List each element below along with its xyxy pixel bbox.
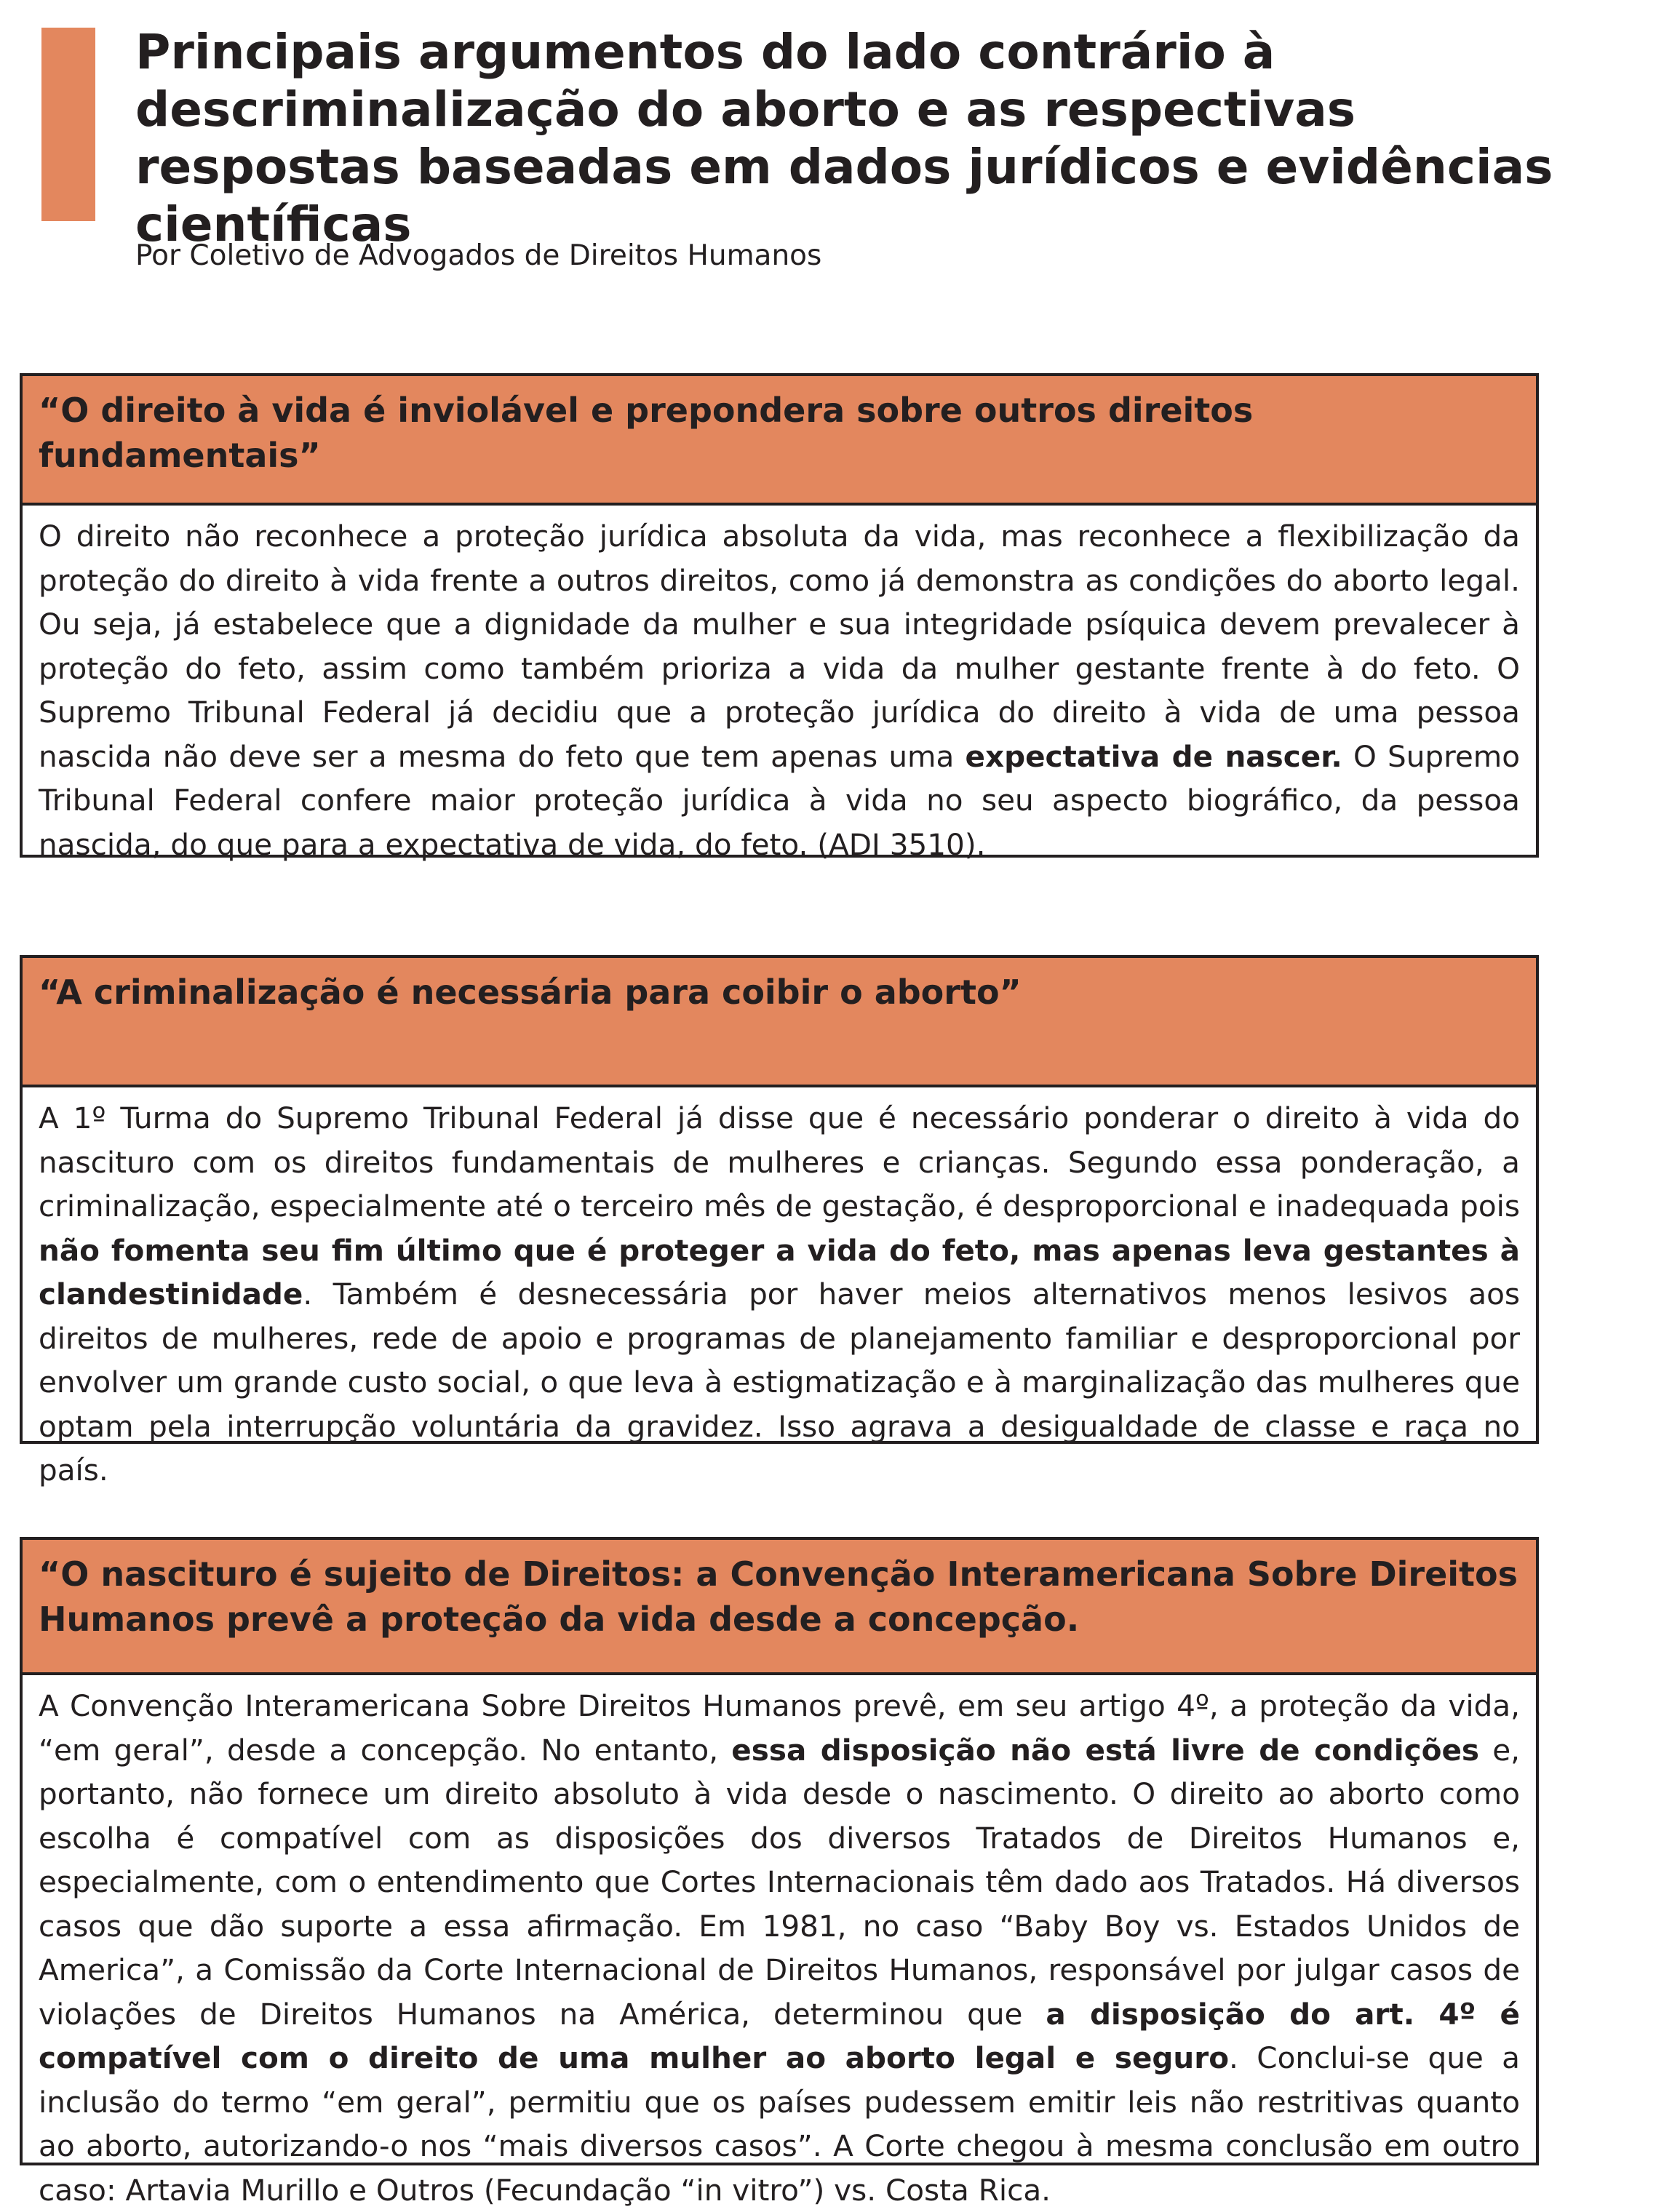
argument-heading-1: “O direito à vida é inviolável e prepondera sobre outros direitos fundamentais” bbox=[23, 376, 1536, 506]
accent-bar bbox=[41, 28, 95, 221]
response-text: . Também é desnecessária por haver meios alternativos menos lesivos aos direitos de mulheres, rede de apoio e programas de planejamento familiar e desproporcional por envolver um grande custo social, o que leva à estigmatização e à marginalização das mulheres que optam pela interrupção voluntária da gravidez. Isso agrava a desigualdade de classe e raça no país. bbox=[39, 1277, 1520, 1488]
response-text: O direito não reconhece a proteção jurídica absoluta da vida, mas reconhece a flexibilização da proteção do direito à vida frente a outros direitos, como já demonstra as condições do aborto legal. Ou seja, já estabelece que a dignidade da mulher e sua integridade psíquica devem prevalecer à proteção do feto, assim como também prioriza a vida da mulher gestante frente à do feto. O Supremo Tribunal Federal já decidiu que a proteção jurídica do direito à vida de uma pessoa nascida não deve ser a mesma do feto que tem apenas uma bbox=[39, 519, 1520, 774]
response-text: e, portanto, não fornece um direito absoluto à vida desde o nascimento. O direito ao aborto como escolha é compatível com as disposições dos diversos Tratados de Direitos Humanos e, especialmente, com o entendimento que Cortes Internacionais têm dado aos Tratados. Há diversos casos que dão suporte a essa afirmação. Em 1981, no caso “Baby Boy vs. Estados Unidos de America”, a Comissão da Corte Internacional de Direitos Humanos, responsável por julgar casos de violações de Direitos Humanos na América, determinou que bbox=[39, 1732, 1521, 2032]
response-text: A Convenção Interamericana Sobre Direitos Humanos prevê, em seu artigo 4º, a proteção da vida, “em geral”, desde a concepção. No entanto, bbox=[39, 1688, 1520, 1768]
argument-response-1 bbox=[23, 506, 1536, 866]
argument-heading-3: “O nascituro é sujeito de Direitos: a Convenção Interamericana Sobre Direitos Humanos prevê a proteção da vida desde a concepção. bbox=[23, 1540, 1536, 1675]
argument-box-3 bbox=[20, 1537, 1539, 2208]
response-text: A 1º Turma do Supremo Tribunal Federal já disse que é necessário ponderar o direito à vida do nascituro com os direitos fundamentais de mulheres e crianças. Segundo essa ponderação, a criminalização, especialmente até o terceiro mês de gestação, é desproporcional e inadequada pois bbox=[39, 1101, 1520, 1223]
response-text: O Supremo Tribunal Federal confere maior proteção jurídica à vida no seu aspecto biográfico, da pessoa nascida, do que para a expectativa de vida, do feto. (ADI 3510). bbox=[39, 738, 1520, 862]
response-emphasis: a disposição do art. 4º é compatível com o direito de uma mulher ao aborto legal e seguro bbox=[39, 1996, 1520, 2075]
response-emphasis: essa disposição não está livre de condições bbox=[731, 1732, 1480, 1768]
response-emphasis: não fomenta seu fim último que é proteger a vida do feto, mas apenas leva gestantes à clandestinidade bbox=[39, 1232, 1520, 1311]
argument-box-1 bbox=[20, 373, 1539, 862]
page-title: Principais argumentos do lado contrário à descriminalização do aborto e as respectivas respostas baseadas em dados jurídicos e evidências científicas bbox=[135, 24, 1553, 252]
argument-box-2 bbox=[20, 955, 1539, 1488]
argument-response-2 bbox=[23, 1087, 1536, 1493]
response-text: . Conclui-se que a inclusão do termo “em geral”, permitiu que os países pudessem emitir leis não restritivas quanto ao aborto, autorizando-o nos “mais diversos casos”. A Corte chegou à mesma conclusão em outro caso: Artavia Murillo e Outros (Fecundação “in vitro”) vs. Costa Rica. bbox=[39, 2040, 1520, 2208]
argument-heading-2: “A criminalização é necessária para coibir o aborto” bbox=[23, 958, 1536, 1087]
argument-response-3 bbox=[23, 1675, 1536, 2212]
response-emphasis: expectativa de nascer. bbox=[965, 738, 1342, 774]
byline: Por Coletivo de Advogados de Direitos Humanos bbox=[135, 239, 822, 272]
